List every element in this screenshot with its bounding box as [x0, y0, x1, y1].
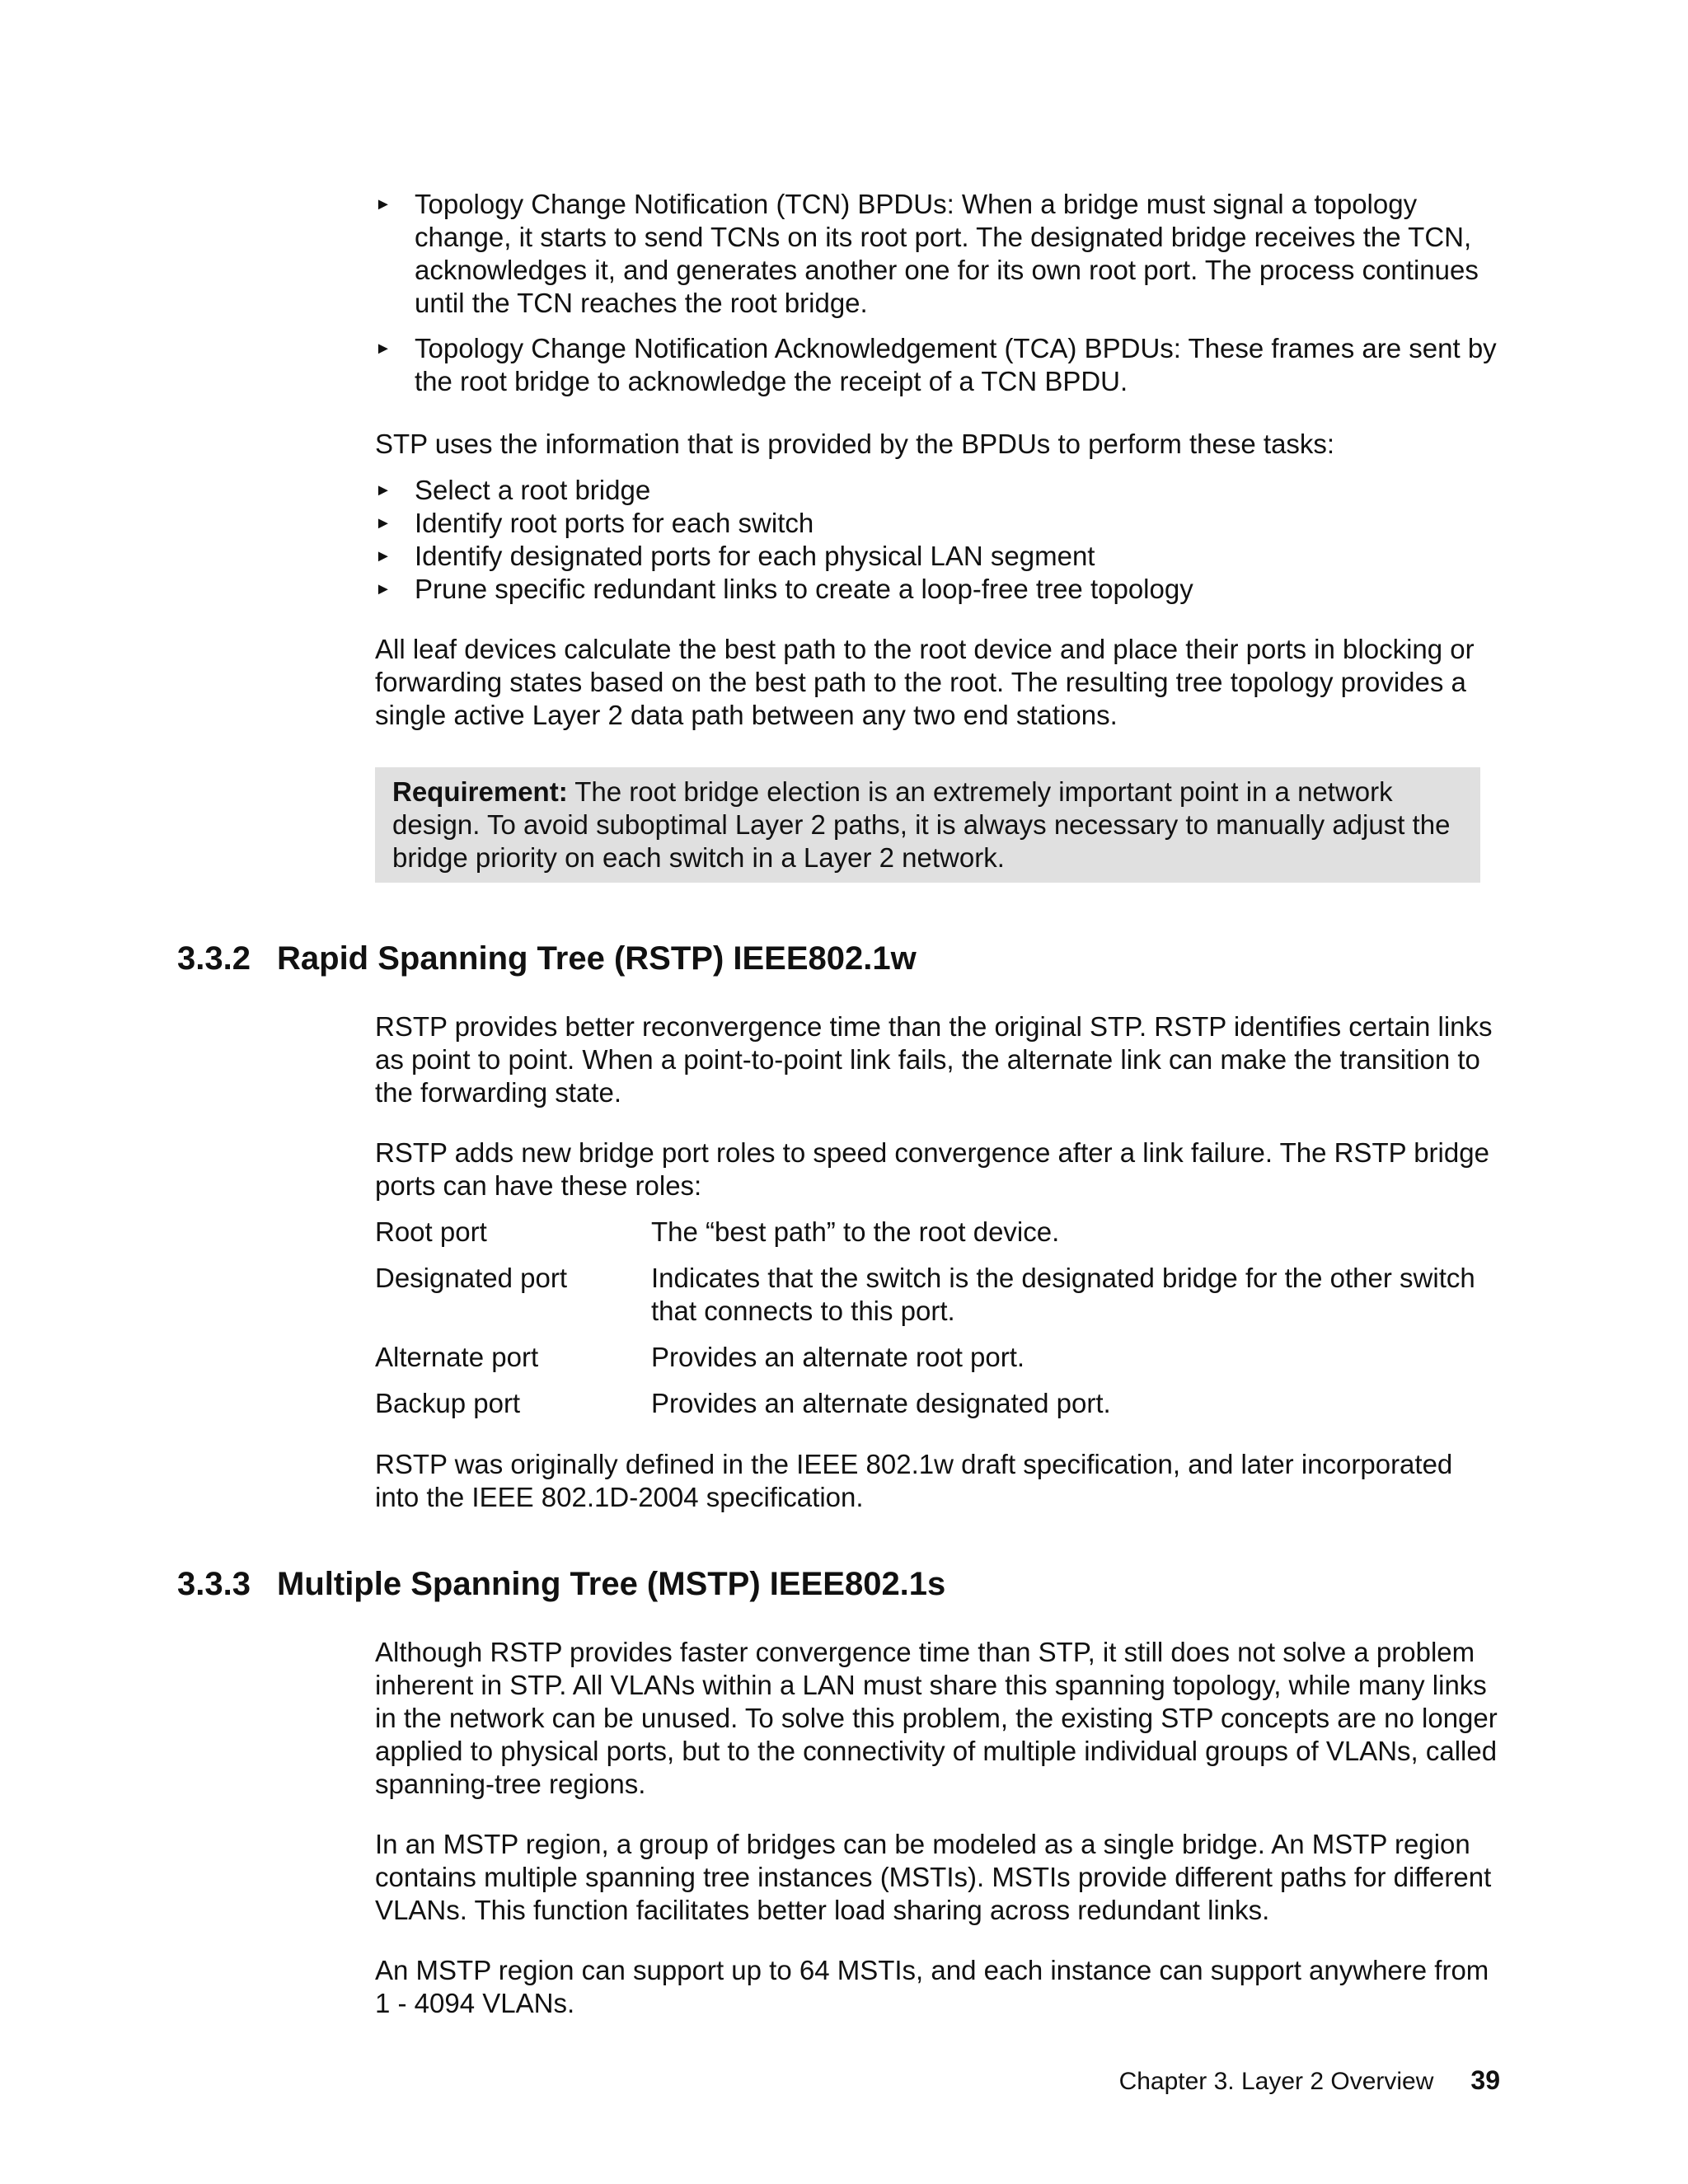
list-item-text: Identify root ports for each switch [415, 508, 814, 538]
triangle-bullet-icon: ► [375, 547, 392, 565]
page-number: 39 [1470, 2065, 1500, 2095]
triangle-bullet-icon: ► [375, 195, 392, 213]
list-item-text: Select a root bridge [415, 475, 651, 505]
port-role-term: Designated port [375, 1263, 567, 1293]
port-role-definition: Provides an alternate designated port. [651, 1388, 1111, 1418]
list-item-text: Prune specific redundant links to create a loop-free tree topology [415, 574, 1193, 604]
port-role-row [375, 1387, 1500, 1420]
mstp-paragraph-1: Although RSTP provides faster convergence time than STP, it still does not solve a problem inherent in STP. All VLANs within a LAN must share this spanning topology, while many links in the network can be unused. To solve this problem, the existing STP concepts are no longer applied to physical ports, but to the connectivity of multiple individual groups of VLANs, called spanning-tree regions. [375, 1637, 1498, 1799]
triangle-bullet-icon: ► [375, 481, 392, 499]
section-title: Rapid Spanning Tree (RSTP) IEEE802.1w [277, 940, 917, 977]
note-label: Requirement: [392, 776, 568, 807]
mstp-paragraph-3: An MSTP region can support up to 64 MSTIs, and each instance can support anywhere from 1 - 4094 VLANs. [375, 1955, 1489, 2018]
section-number: 3.3.3 [177, 1566, 251, 1602]
rstp-paragraph-3: RSTP was originally defined in the IEEE 802.1w draft specification, and later incorporated into the IEEE 802.1D-2004 specification. [375, 1449, 1453, 1512]
section-number: 3.3.2 [177, 940, 251, 977]
rstp-paragraph-1: RSTP provides better reconvergence time than the original STP. RSTP identifies certain links as point to point. When a point-to-point link fails, the alternate link can make the transition to the forwarding state. [375, 1011, 1493, 1108]
rstp-paragraph-2: RSTP adds new bridge port roles to speed convergence after a link failure. The RSTP bridge ports can have these roles: [375, 1137, 1489, 1201]
list-item [375, 332, 1500, 398]
list-item-text: Topology Change Notification (TCN) BPDUs: When a bridge must signal a topology change, it starts to send TCNs on its root port. The designated bridge receives the TCN, acknowledges it, and generates another one for its own root port. The process continues until the TCN reaches the root bridge. [415, 189, 1479, 318]
port-role-definition: Indicates that the switch is the designated bridge for the other switch that connects to this port. [651, 1263, 1475, 1326]
list-item [375, 540, 1500, 573]
stp-intro-paragraph: STP uses the information that is provided by the BPDUs to perform these tasks: [375, 429, 1335, 459]
section-title: Multiple Spanning Tree (MSTP) IEEE802.1s [277, 1566, 946, 1602]
port-role-definition: The “best path” to the root device. [651, 1216, 1060, 1247]
list-item [375, 507, 1500, 540]
port-role-term: Alternate port [375, 1342, 539, 1372]
note-text: The root bridge election is an extremely important point in a network design. To avoid suboptimal Layer 2 paths, it is always necessary to manually adjust the bridge priority on each switch in a Layer 2 network. [392, 776, 1451, 873]
section-heading-3-3-2 [177, 939, 917, 978]
triangle-bullet-icon: ► [375, 340, 392, 358]
page-footer [1119, 2064, 1500, 2098]
bpdu-type-list [375, 188, 1500, 398]
port-roles-list [375, 1216, 1500, 1420]
port-role-row [375, 1341, 1500, 1374]
leaf-devices-paragraph: All leaf devices calculate the best path to the root device and place their ports in blocking or forwarding states based on the best path to the root. The resulting tree topology provides a single active Layer 2 data path between any two end stations. [375, 634, 1475, 730]
section-heading-3-3-3 [177, 1564, 945, 1604]
footer-chapter: Chapter 3. Layer 2 Overview [1118, 2068, 1434, 2095]
port-role-definition: Provides an alternate root port. [651, 1342, 1025, 1372]
list-item [375, 573, 1500, 606]
requirement-note [375, 767, 1480, 883]
list-item [375, 188, 1500, 320]
list-item [375, 474, 1500, 507]
port-role-term: Root port [375, 1216, 487, 1247]
mstp-paragraph-2: In an MSTP region, a group of bridges can be modeled as a single bridge. An MSTP region contains multiple spanning tree instances (MSTIs). MSTIs provide different paths for different VLANs. This function facilitates better load sharing across redundant links. [375, 1829, 1492, 1925]
port-role-row [375, 1262, 1500, 1328]
port-role-row [375, 1216, 1500, 1249]
triangle-bullet-icon: ► [375, 580, 392, 598]
list-item-text: Topology Change Notification Acknowledgement (TCA) BPDUs: These frames are sent by the root bridge to acknowledge the receipt of a TCN BPDU. [415, 333, 1497, 396]
list-item-text: Identify designated ports for each physical LAN segment [415, 541, 1095, 571]
port-role-term: Backup port [375, 1388, 521, 1418]
triangle-bullet-icon: ► [375, 514, 392, 532]
stp-task-list [375, 474, 1500, 606]
